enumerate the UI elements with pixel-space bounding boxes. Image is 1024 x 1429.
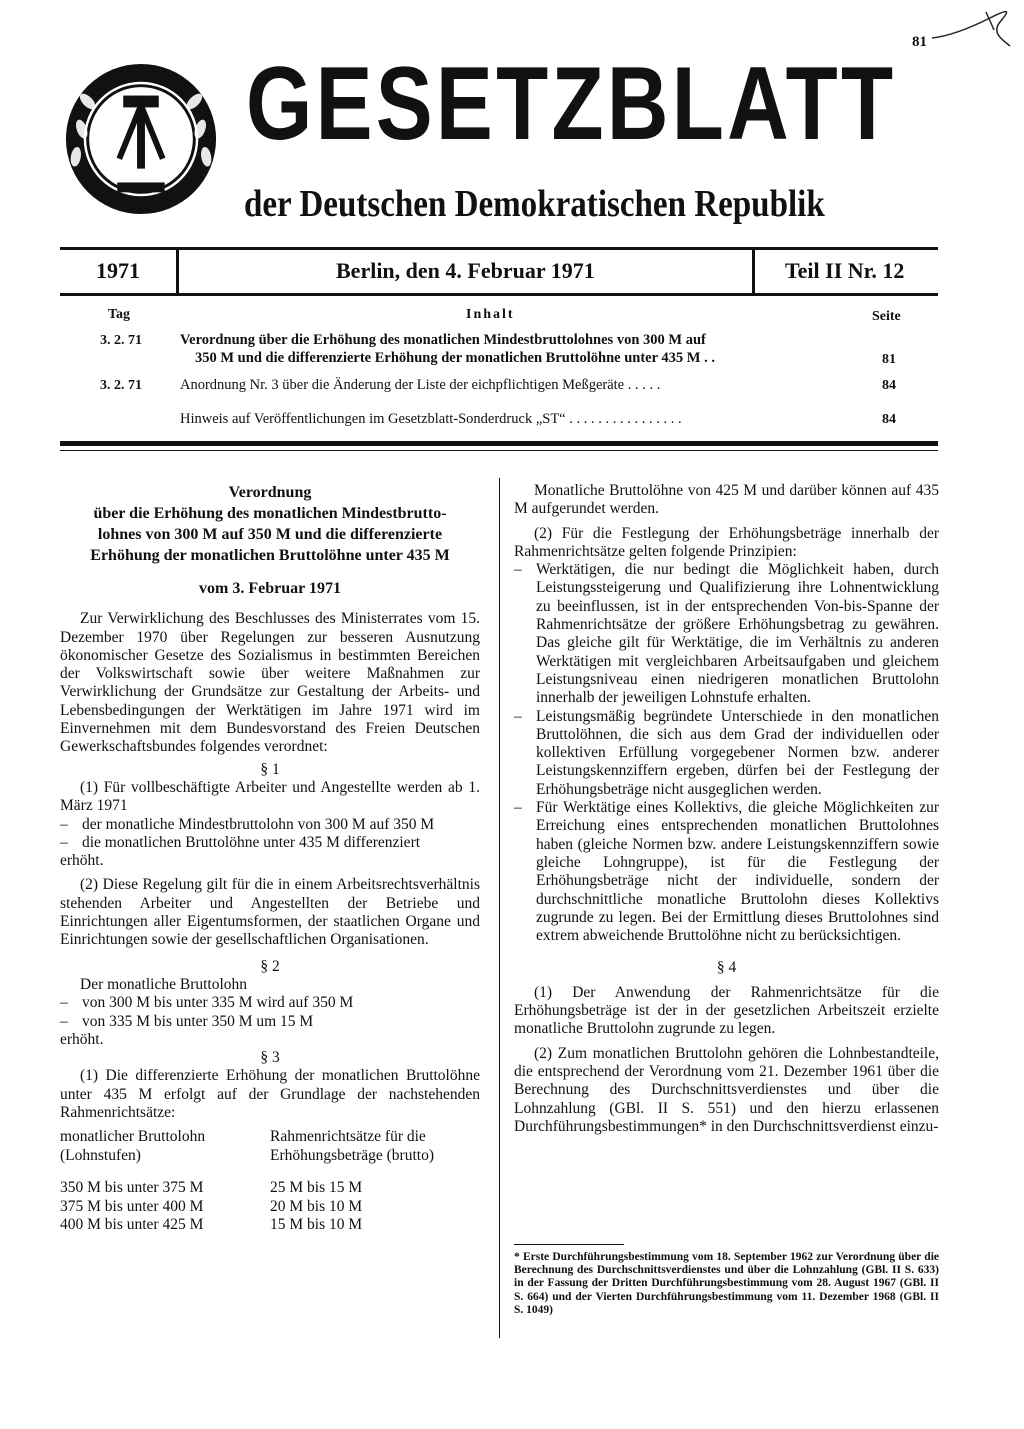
toc-page: 84 — [882, 378, 896, 393]
list-item: – Für Werktätige eines Kollektivs, die gleiche Möglichkeiten zur Erreichung eines entsprechenden monatlichen Bruttolohnes haben (gleiche Normen bzw. andere Leistungskennziffern sowie gleiche Lohngruppe), ist für die Festlegung der Erhöhungsbeträge nicht der individuelle, sondern der durchschnittliche monatliche Bruttolohn dieses Kollektivs zugrunde zu legen. Bei der Ermittlung dieses Bruttolohnes sind extrem abweichende Bruttolöhne nicht zu berücksichtigen. — [514, 799, 939, 945]
section-title: § 4 — [716, 959, 737, 977]
list-item: – von 335 M bis unter 350 M um 15 M — [60, 1012, 314, 1030]
section-title: § 1 — [260, 760, 280, 778]
section-title: § 2 — [260, 957, 280, 975]
ordinance-heading: über die Erhöhung des monatlichen Mindestbrutto- — [93, 505, 447, 522]
table-header: monatlicher Bruttolohn (Lohnstufen) — [60, 1128, 206, 1164]
toc-date: 3. 2. 71 — [100, 378, 142, 393]
ordinance-heading: Erhöhung der monatlichen Bruttolöhne unter 435 M — [90, 547, 450, 564]
handwritten-mark — [930, 8, 1020, 48]
paragraph: Monatliche Bruttolöhne von 425 M und darüber können auf 435 M aufgerundet werden. — [514, 482, 939, 518]
toc-bottom-rule-thin — [60, 450, 938, 451]
paragraph: (1) Die differenzierte Erhöhung der monatlichen Bruttolöhne unter 435 M erfolgt auf der Grundlage der nachstehenden Rahmenrichtsätze: — [60, 1067, 480, 1122]
toc-page: 81 — [882, 352, 896, 367]
issue-part: Teil II Nr. 12 — [785, 258, 905, 283]
rates-table — [60, 1128, 460, 1235]
masthead-title: GESETZBLATT — [246, 46, 897, 162]
toc-entry: Anordnung Nr. 3 über die Änderung der Liste der eichpflichtigen Meßgeräte . . . . . — [180, 377, 661, 393]
ordinance-date: vom 3. Februar 1971 — [199, 580, 341, 597]
list-item: – Leistungsmäßig begründete Unterschiede in den monatlichen Bruttolöhnen, die sich aus dem Grad der individuellen oder kollektiven Erfüllung vorgegebener Normen bzw. anderer Leistungskennziffern ergeben, dürfen bei der Festlegung der Erhöhungsbeträge nicht ausgeglichen werden. — [514, 707, 939, 798]
issue-date: Berlin, den 4. Februar 1971 — [336, 258, 595, 283]
toc-header-day: Tag — [108, 307, 131, 322]
toc-entry: Verordnung über die Erhöhung des monatlichen Mindestbruttolohnes von 300 M auf — [180, 332, 706, 348]
left-column — [60, 482, 480, 1235]
issue-divider — [176, 250, 179, 293]
right-column — [514, 482, 939, 1136]
section-title: § 3 — [260, 1049, 280, 1067]
paragraph: erhöht. — [60, 1030, 104, 1048]
table-row: 350 M bis unter 375 M 25 M bis 15 M — [60, 1179, 363, 1197]
list-item: – von 300 M bis unter 335 M wird auf 350 M — [60, 994, 354, 1012]
issue-top-rule — [60, 247, 938, 250]
masthead-subtitle: der Deutschen Demokratischen Republik — [244, 183, 825, 225]
issue-year: 1971 — [96, 258, 140, 283]
toc-entry: Hinweis auf Veröffentlichungen im Gesetzblatt-Sonderdruck „ST“ . . . . . . . . . . . . . . . . — [180, 411, 682, 427]
toc-bottom-rule — [60, 441, 938, 446]
table-row: 400 M bis unter 425 M 15 M bis 10 M — [60, 1216, 363, 1234]
toc-header-content: Inhalt — [466, 307, 515, 322]
list-item: – der monatliche Mindestbruttolohn von 300 M auf 350 M — [60, 815, 435, 833]
toc-date: 3. 2. 71 — [100, 333, 142, 348]
paragraph: (1) Für vollbeschäftigte Arbeiter und Angestellte werden ab 1. März 1971 — [60, 778, 480, 815]
issue-divider — [752, 250, 755, 293]
ordinance-heading: Verordnung — [228, 484, 312, 501]
paragraph: (1) Der Anwendung der Rahmenrichtsätze für die Erhöhungsbeträge ist der in der gesetzlichen Arbeitszeit erzielte monatliche Bruttolohn zugrunde zu legen. — [514, 983, 939, 1038]
toc-entry-cont: 350 M und die differenzierte Erhöhung der monatlichen Bruttolöhne unter 435 M . . — [195, 350, 715, 366]
footnote: * Erste Durchführungsbestimmung vom 18. September 1962 zur Verordnung über die Berechnung des Durchschnittsverdienstes und über die Lohnzahlung (GBl. II S. 633) in der Fassung der Dritten Durchführungsbestimmung vom 28. August 1967 (GBl. II S. 664) und der Vierten Durchführungsbestimmung vom 11. Dezember 1968 (GBl. II S. 1049) — [514, 1251, 939, 1316]
table-header: Rahmenrichtsätze für die Erhöhungsbeträge (brutto) — [270, 1128, 434, 1164]
paragraph: Der monatliche Bruttolohn — [80, 975, 248, 993]
toc-page: 84 — [882, 412, 896, 427]
list-item: – die monatlichen Bruttolöhne unter 435 M differenziert — [60, 833, 421, 851]
issue-bottom-rule — [60, 293, 938, 296]
list-item: – Werktätigen, die nur bedingt die Möglichkeit haben, durch Leistungssteigerung und Qualifizierung ihre Lohnentwicklung zu beeinflussen, ist in der entsprechenden Von-bis-Spanne der Rahmenrichtsätze der größere Erhöhungsbetrag zu gewähren. Das gleiche gilt für Werktätige, die im Verhältnis zu anderen Werktätigen mit vergleichbaren Arbeitsaufgaben und gleichem Leistungsniveau einen niedrigeren monatlichen Bruttolohn innerhalb der jeweiligen Lohnstufe erhalten. — [514, 561, 939, 707]
state-emblem-icon — [62, 60, 220, 218]
page-number: 81 — [912, 34, 927, 50]
ordinance-heading: lohnes von 300 M auf 350 M und die differenzierte — [97, 526, 443, 543]
preamble: Zur Verwirklichung des Beschlusses des Ministerrates vom 15. Dezember 1970 über Regelungen zur besseren Ausnutzung ökonomischer Gesetze des Sozialismus in bestimmten Bereichen der Volkswirtschaft sowie über weitere Maßnahmen zur Verwirklichung der Grundsätze zur Gestaltung der Arbeits- und Lebensbedingungen der Werktätigen im Jahre 1971 wird im Einvernehmen mit dem Bundesvorstand des Freien Deutschen Gewerkschaftsbundes folgendes verordnet: — [60, 610, 480, 756]
table-row: 375 M bis unter 400 M 20 M bis 10 M — [60, 1197, 363, 1215]
footnote-rule — [514, 1244, 624, 1245]
paragraph: (2) Zum monatlichen Bruttolohn gehören die Lohnbestandteile, die entsprechend der Verordnung vom 21. Dezember 1961 über die Berechnung des Durchschnittsverdienstes und über die Lohnzahlung (GBl. II S. 551) und den hierzu erlassenen Durchführungsbestimmungen* in den Durchschnittsverdienst einzu- — [514, 1044, 939, 1135]
toc-header-page: Seite — [872, 309, 901, 324]
paragraph: (2) Für die Festlegung der Erhöhungsbeträge innerhalb der Rahmenrichtsätze gelten folgende Prinzipien: — [514, 524, 939, 560]
column-divider — [499, 478, 500, 1338]
paragraph: (2) Diese Regelung gilt für die in einem Arbeitsrechtsverhältnis stehenden Arbeiter und Angestellten der Betriebe und Einrichtungen aller Eigentumsformen, der staatlichen Organe und Einrichtungen sowie der gesellschaftlichen Organisationen. — [60, 876, 480, 949]
paragraph: erhöht. — [60, 852, 104, 870]
